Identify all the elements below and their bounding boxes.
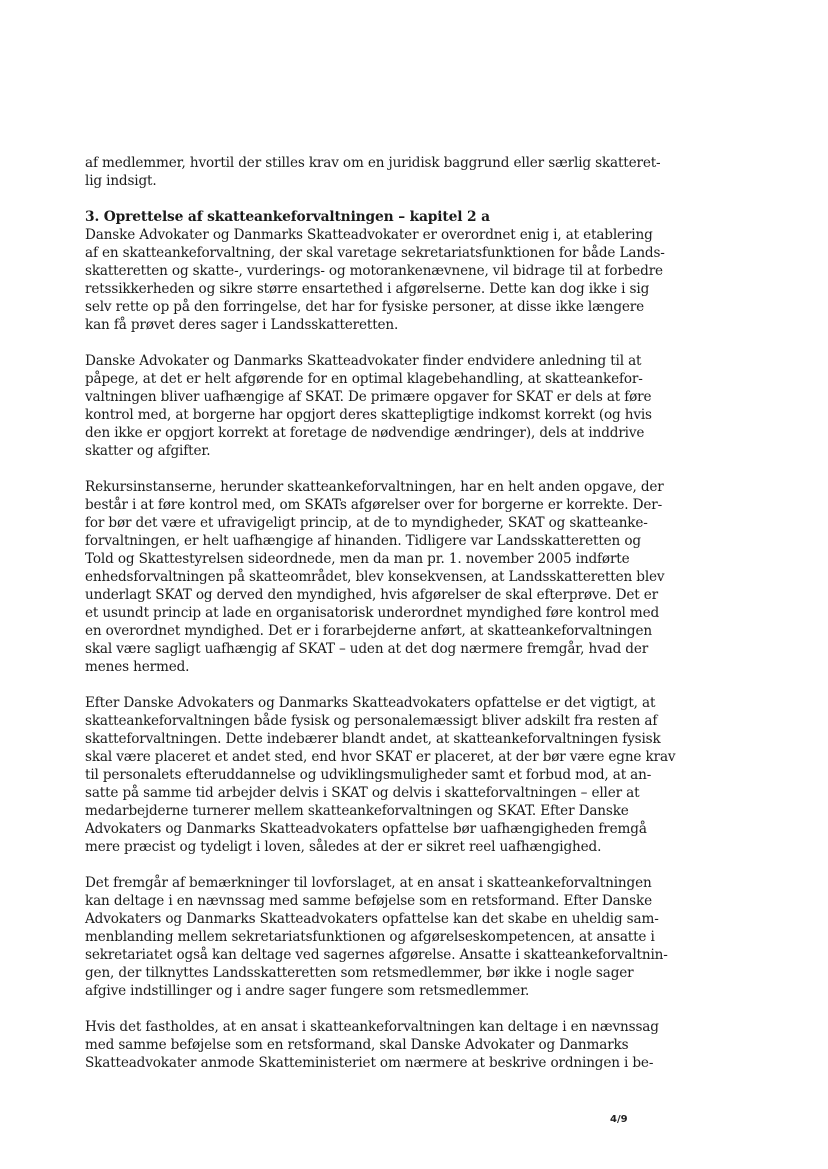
text-line: et usundt princip at lade en organisatorisk underordnet myndighed føre kontrol med: [85, 605, 660, 621]
text-line: en overordnet myndighed. Det er i forarbejderne anført, at skatteankeforvaltningen: [85, 623, 652, 639]
text-line: til personalets efteruddannelse og udviklingsmuligheder samt et forbud mod, at an-: [85, 767, 652, 783]
paragraph-independence-from-skat: [85, 352, 695, 460]
paragraph-appeal-bodies: [85, 478, 695, 676]
text-line: Hvis det fastholdes, at en ansat i skatteankeforvaltningen kan deltage i en nævnssag: [85, 1019, 659, 1035]
text-line: for bør det være et ufravigeligt princip, at de to myndigheder, SKAT og skatteanke-: [85, 515, 648, 531]
text-line: satte på samme tid arbejder delvis i SKAT og delvis i skatteforvaltningen – eller at: [85, 785, 640, 801]
paragraph-physical-separation: [85, 694, 695, 856]
text-line: forvaltningen, er helt uafhængige af hinanden. Tidligere var Landsskatteretten og: [85, 533, 641, 549]
text-line: påpege, at det er helt afgørende for en optimal klagebehandling, at skatteankefor-: [85, 371, 643, 387]
text-line: mere præcist og tydeligt i loven, således at der er sikret reel uafhængighed.: [85, 839, 602, 855]
page-number: 4/9: [610, 1114, 628, 1125]
text-line: sekretariatet også kan deltage ved sagernes afgørelse. Ansatte i skatteankeforvaltnin-: [85, 947, 668, 963]
text-line: Danske Advokater og Danmarks Skatteadvokater er overordnet enig i, at etablering: [85, 227, 653, 243]
text-line: skatteforvaltningen. Dette indebærer blandt andet, at skatteankeforvaltningen fysisk: [85, 731, 661, 747]
text-line: menblanding mellem sekretariatsfunktionen og afgørelseskompetencen, at ansatte i: [85, 929, 655, 945]
paragraph-request-to-ministry: [85, 1018, 695, 1072]
text-line: enhedsforvaltningen på skatteområdet, blev konsekvensen, at Landsskatteretten blev: [85, 569, 665, 585]
text-line: skal være sagligt uafhængig af SKAT – uden at det dog nærmere fremgår, hvad der: [85, 641, 649, 657]
text-line: kan deltage i en nævnssag med samme beføjelse som en retsformand. Efter Danske: [85, 893, 652, 909]
text-line: menes hermed.: [85, 659, 190, 675]
text-line: Advokaters og Danmarks Skatteadvokaters opfattelse bør uafhængigheden fremgå: [85, 821, 647, 837]
text-line: skal være placeret et andet sted, end hvor SKAT er placeret, at der bør være egne krav: [85, 749, 676, 765]
text-line: afgive indstillinger og i andre sager fungere som retsmedlemmer.: [85, 983, 530, 999]
text-line: af en skatteankeforvaltning, der skal varetage sekretariatsfunktionen for både Lands-: [85, 245, 665, 261]
text-line: kontrol med, at borgerne har opgjort deres skattepligtige indkomst korrekt (og hvis: [85, 407, 652, 423]
text-line: af medlemmer, hvortil der stilles krav om en juridisk baggrund eller særlig skatteret-: [85, 155, 661, 171]
text-line: Danske Advokater og Danmarks Skatteadvokater finder endvidere anledning til at: [85, 353, 642, 369]
text-line: Efter Danske Advokaters og Danmarks Skatteadvokaters opfattelse er det vigtigt, at: [85, 695, 656, 711]
text-line: består i at føre kontrol med, om SKATs afgørelser over for borgerne er korrekte. Der-: [85, 497, 663, 513]
text-line: gen, der tilknyttes Landsskatteretten som retsmedlemmer, bør ikke i nogle sager: [85, 965, 634, 981]
text-line: lig indsigt.: [85, 173, 157, 189]
text-line: skatteankeforvaltningen både fysisk og personalemæssigt bliver adskilt fra resten af: [85, 713, 658, 729]
text-line: kan få prøvet deres sager i Landsskatteretten.: [85, 317, 399, 333]
section-heading: 3. Oprettelse af skatteankeforvaltningen – kapitel 2 a: [85, 209, 490, 225]
text-line: skatter og afgifter.: [85, 443, 211, 459]
text-line: Det fremgår af bemærkninger til lovforslaget, at en ansat i skatteankeforvaltningen: [85, 875, 652, 891]
text-line: retssikkerheden og sikre større ensartethed i afgørelserne. Dette kan dog ikke i sig: [85, 281, 650, 297]
text-line: valtningen bliver uafhængige af SKAT. De primære opgaver for SKAT er dels at føre: [85, 389, 652, 405]
text-line: skatteretten og skatte-, vurderings- og motorankenævnene, vil bidrage til at forbedre: [85, 263, 663, 279]
text-line: med samme beføjelse som en retsformand, skal Danske Advokater og Danmarks: [85, 1037, 629, 1053]
text-line: Rekursinstanserne, herunder skatteankeforvaltningen, har en helt anden opgave, der: [85, 479, 664, 495]
text-line: Advokaters og Danmarks Skatteadvokaters opfattelse kan det skabe en uheldig sam-: [85, 911, 659, 927]
text-line: selv rette op på den forringelse, det har for fysiske personer, at disse ikke længere: [85, 299, 645, 315]
text-line: Told og Skattestyrelsen sideordnede, men da man pr. 1. november 2005 indførte: [85, 551, 630, 567]
document-body: [85, 154, 695, 1072]
text-line: underlagt SKAT og derved den myndighed, hvis afgørelser de skal efterprøve. Det er: [85, 587, 659, 603]
text-line: den ikke er opgjort korrekt at foretage de nødvendige ændringer), dels at inddrive: [85, 425, 645, 441]
text-line: medarbejderne turnerer mellem skatteankeforvaltningen og SKAT. Efter Danske: [85, 803, 629, 819]
text-line: Skatteadvokater anmode Skatteministeriet om nærmere at beskrive ordningen i be-: [85, 1055, 654, 1071]
paragraph-employee-participation: [85, 874, 695, 1000]
paragraph-establishment: [85, 226, 695, 334]
paragraph-membership-requirements: [85, 154, 695, 190]
